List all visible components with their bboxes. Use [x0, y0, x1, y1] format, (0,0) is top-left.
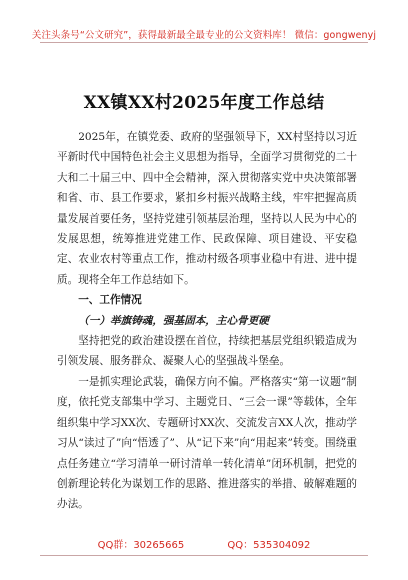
page-title: XX镇XX村2025年度工作总结 [83, 93, 325, 113]
footer-divider [40, 555, 368, 556]
section-heading: 一、工作情况 [78, 294, 142, 307]
body-paragraph: 坚持把党的政治建设摆在首位，持续把基层党组织锻造成为引领发展、服务群众、凝聚人心的坚强战斗堡垒。 [57, 335, 357, 368]
subsection-heading: （一）举旗铸魂，强基固本，主心骨更硬 [78, 314, 269, 327]
document-body [57, 127, 357, 515]
intro-paragraph: 2025年，在镇党委、政府的坚强领导下，XX村坚持以习近平新时代中国特色社会主义思想为指导，全面学习贯彻党的二十大和二十届三中、四中全会精神，深入贯彻落实党中央决策部署和省、市、县工作要求，紧扣乡村振兴战略主线，牢牢把握高质量发展首要任务，坚持党建引领基层治理，坚持以人民为中心的发展思想，统筹推进党建工作、民政保障、项目建设、平安稳定、农业农村等重点工作，推动村级各项事业稳中有进、进中提质。现将全年工作总结如下。 [57, 131, 357, 286]
footer-contact [0, 536, 408, 551]
body-paragraph: 一是抓实理论武装，确保方向不偏。严格落实“第一议题”制度，依托党支部集中学习、主题党日、“三会一课”等载体，全年组织集中学习XX次、专题研讨XX次、交流发言XX人次，推动学习从“读过了”向“悟透了”、从“记下来”向“用起来”转变。围绕重点任务建立“学习清单一研讨清单一转化清单”闭环机制，把党的创新理论转化为谋划工作的思路、推进落实的举措、破解难题的办法。 [57, 375, 357, 511]
footer-qq-group: QQ群：30265665 [97, 540, 185, 551]
header-note: 关注头条号“公文研究”，获得最新最全最专业的公文资料库！ 微信：gongwenyj [31, 30, 377, 41]
footer-qq: QQ：535304092 [227, 540, 311, 551]
header-divider [40, 42, 368, 43]
